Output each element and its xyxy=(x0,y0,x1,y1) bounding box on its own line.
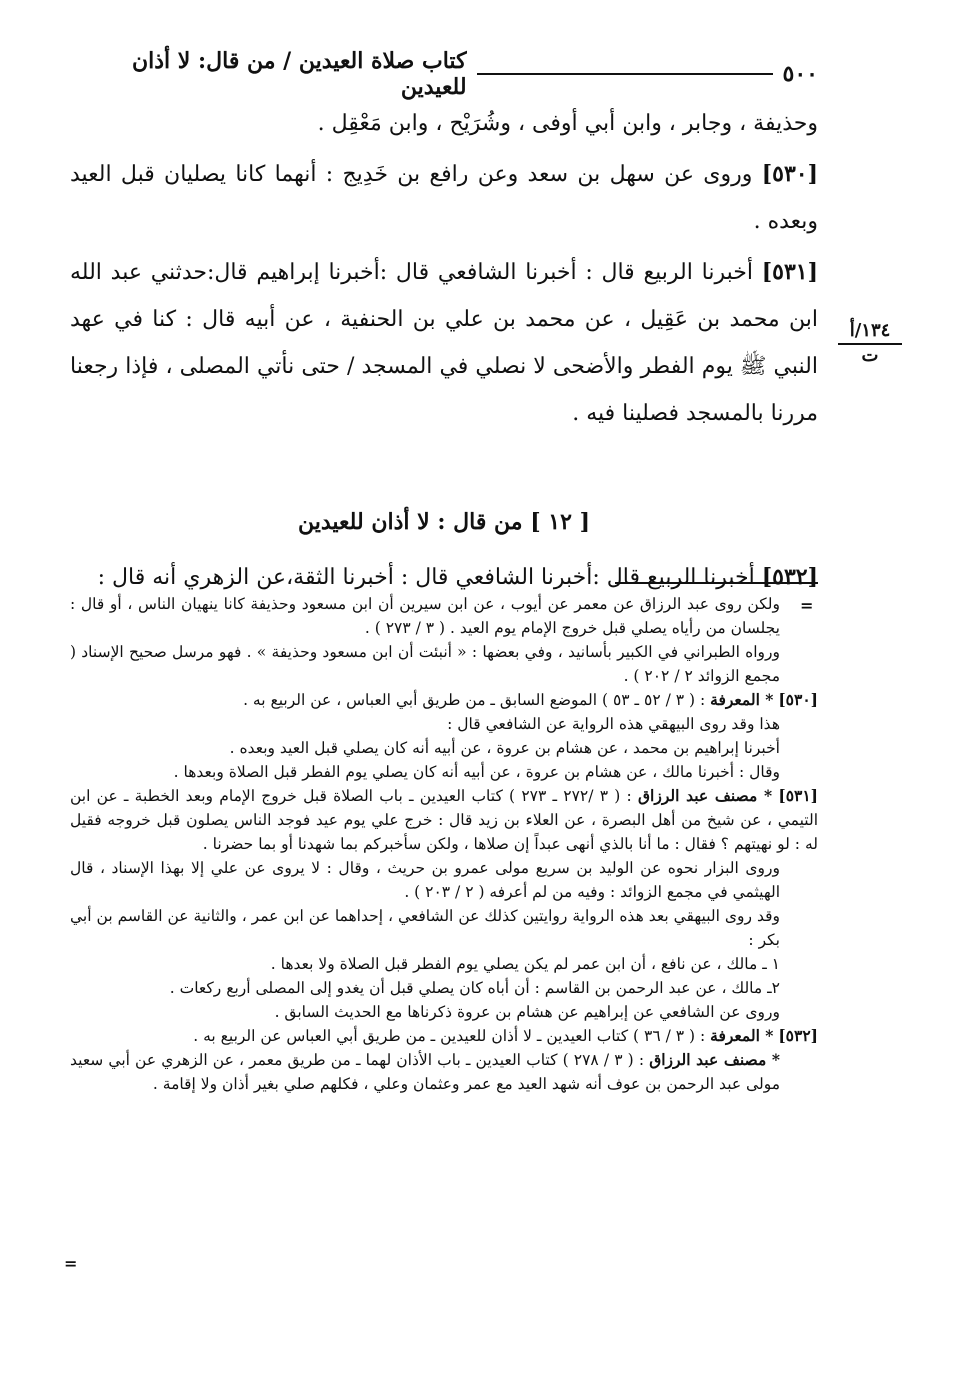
footnote-number: [٥٣١] xyxy=(778,786,819,805)
footnote-line: وروى عن الشافعي عن إبراهيم عن هشام بن عروة ذكرناها مع الحديث السابق . xyxy=(274,1003,780,1021)
paragraph-text: أخبرنا الربيع قال :أخبرنا الشافعي قال : أخبرنا الثقة،عن الزهري أنه قال : xyxy=(97,565,755,590)
source-title: * المعرفة xyxy=(710,690,774,709)
paragraph-531 xyxy=(70,249,818,437)
footnote-line: وقد روى البيهقي بعد هذه الرواية روايتين كذلك عن الشافعي ، إحداهما عن ابن عمر ، والثانية عن القاسم بن أبي بكر : xyxy=(70,907,780,949)
section-title: [ ١٢ ] من قال : لا أذان للعيدين xyxy=(298,509,590,535)
footnote-continuation-mark: = xyxy=(800,596,814,615)
footnote-separator xyxy=(615,582,818,584)
manuscript-folio-note xyxy=(838,320,902,367)
spacer xyxy=(70,441,818,489)
header-title: كتاب صلاة العيدين / من قال: لا أذان للعيدين xyxy=(131,48,467,100)
footnote-line xyxy=(70,1048,818,1096)
footnote-line: ورواه الطبراني في الكبير بأسانيد ، وفي بعضها : « أنبئت أن ابن مسعود وحذيفة » . فهو مرسل صحيح الإسناد ( مجمع الزوائد ٢ / ٢٠٢ ) . xyxy=(70,643,780,685)
folio-number: ١٣٤/أ xyxy=(838,320,902,345)
footnote-number: [٥٣٢] xyxy=(778,1026,818,1045)
source-title: * مصنف عبد الرزاق xyxy=(638,786,773,805)
paragraph-text: وروى عن سهل بن سعد وعن رافع بن خَدِيج : أنهما كانا يصليان قبل العيد وبعده . xyxy=(70,162,818,234)
paragraph-text: أخبرنا الربيع قال : أخبرنا الشافعي قال :أخبرنا إبراهيم قال:حدثني عبد الله ابن محمد بن عَقِيل ، عن محمد بن علي بن الحنفية ، عن أبيه قال : كنا في عهد النبي ﷺ يوم الفطر والأضحى لا نصلي في المسجد / حتى نأتي المصلى ، فإذا رجعنا مررنا بالمسجد فصلينا فيه . xyxy=(70,260,818,426)
source-title: * مصنف عبد الرزاق xyxy=(649,1050,780,1069)
page-number: ٥٠٠ xyxy=(782,61,818,87)
running-header xyxy=(70,48,818,100)
footnote-532 xyxy=(70,1024,818,1048)
footnote-line: ولكن روى عبد الرزاق عن معمر عن أيوب ، عن ابن سيرين أن ابن مسعود وحذيفة كانا ينهيان الناس ، أو قال : يجلسان من رأياه يصلي قبل خروج الإمام يوم العيد . ( ٣ / ٢٧٣ ) . xyxy=(70,595,780,637)
main-text xyxy=(70,100,818,605)
footnote-end-mark: = xyxy=(64,1254,78,1273)
footnote-line: ١ ـ مالك ، عن نافع ، أن ابن عمر لم يكن يصلي يوم الفطر قبل الصلاة ولا بعدها . xyxy=(270,955,780,973)
paragraph-530 xyxy=(70,151,818,245)
footnote-line: هذا وقد روى البيهقي هذه الرواية عن الشافعي قال : xyxy=(447,715,780,733)
footnote-line: وروى البزار نحوه عن الوليد بن سريع مولى عمرو بن حريث ، وقال : لا يروى عن علي إلا بهذا الإسناد ، قال الهيثمي في مجمع الزوائد : وفيه من لم أعرفه ( ٢ / ٢٠٣ ) . xyxy=(70,859,780,901)
source-title: * المعرفة xyxy=(710,1026,774,1045)
continuation-line: وحذيفة ، وجابر ، وابن أبي أوفى ، وشُرَيْح ، وابن مَعْقِل . xyxy=(317,111,818,136)
footnote-line: ٢ـ مالك ، عن عبد الرحمن بن القاسم : أن أباه كان يصلي قبل أن يغدو إلى المصلى أربع ركعات . xyxy=(169,979,780,997)
footnote-530 xyxy=(70,688,818,712)
footnote-531 xyxy=(70,784,818,856)
folio-letter: ت xyxy=(861,345,879,366)
footnote-line: أخبرنا إبراهيم بن محمد ، عن هشام بن عروة ، عن أبيه أنه كان يصلي قبل العيد وبعده . xyxy=(229,739,780,757)
paragraph-number: [٥٣١] xyxy=(761,259,819,285)
footnote-text: : ( ٣ / ٢٧٨ ) كتاب العيدين ـ باب الأذان لهما ـ من طريق معمر ، عن الزهري عن أبي سعيد مولى عبد الرحمن بن عوف أنه شهد العيد مع عمر وعثمان وعلي ، فكلهم صلي بغير أذان ولا إقامة . xyxy=(70,1051,780,1093)
footnote-line: وقال : أخبرنا مالك ، عن هشام بن عروة ، عن أبيه أنه كان يصلي يوم الفطر قبل الصلاة وبعدها . xyxy=(173,763,780,781)
header-rule xyxy=(477,73,773,75)
footnote-text: : ( ٣ / ٣٦ ) كتاب العيدين ـ لا أذان للعيدين ـ من طريق أبي العباس عن الربيع به . xyxy=(193,1027,706,1045)
footnote-text: : ( ٣ / ٥٢ ـ ٥٣ ) الموضع السابق ـ من طريق أبي العباس ، عن الربيع به . xyxy=(243,691,706,709)
footnotes xyxy=(70,592,818,1096)
paragraph-number: [٥٣٢] xyxy=(761,564,818,590)
footnote-number: [٥٣٠] xyxy=(778,690,818,709)
paragraph-number: [٥٣٠] xyxy=(761,161,818,187)
footnote-text: : ( ٣ /٢٧٢ ـ ٢٧٣ ) كتاب العيدين ـ باب الصلاة قبل خروج الإمام وبعد الخطبة ـ عن ابن التيمي ، عن شيخ من أهل البصرة ، عن العلاء بن زيد قال : خرج علي يوم عيد فوجد الناس يصلون قبل خروجه فقيل له : لو نهيتهم ؟ فقال : ما أنا بالذي أنهى عبداً إن صلاها ، ولكن سأخبركم بما شهدنا أو بما حضرنا . xyxy=(70,787,818,853)
